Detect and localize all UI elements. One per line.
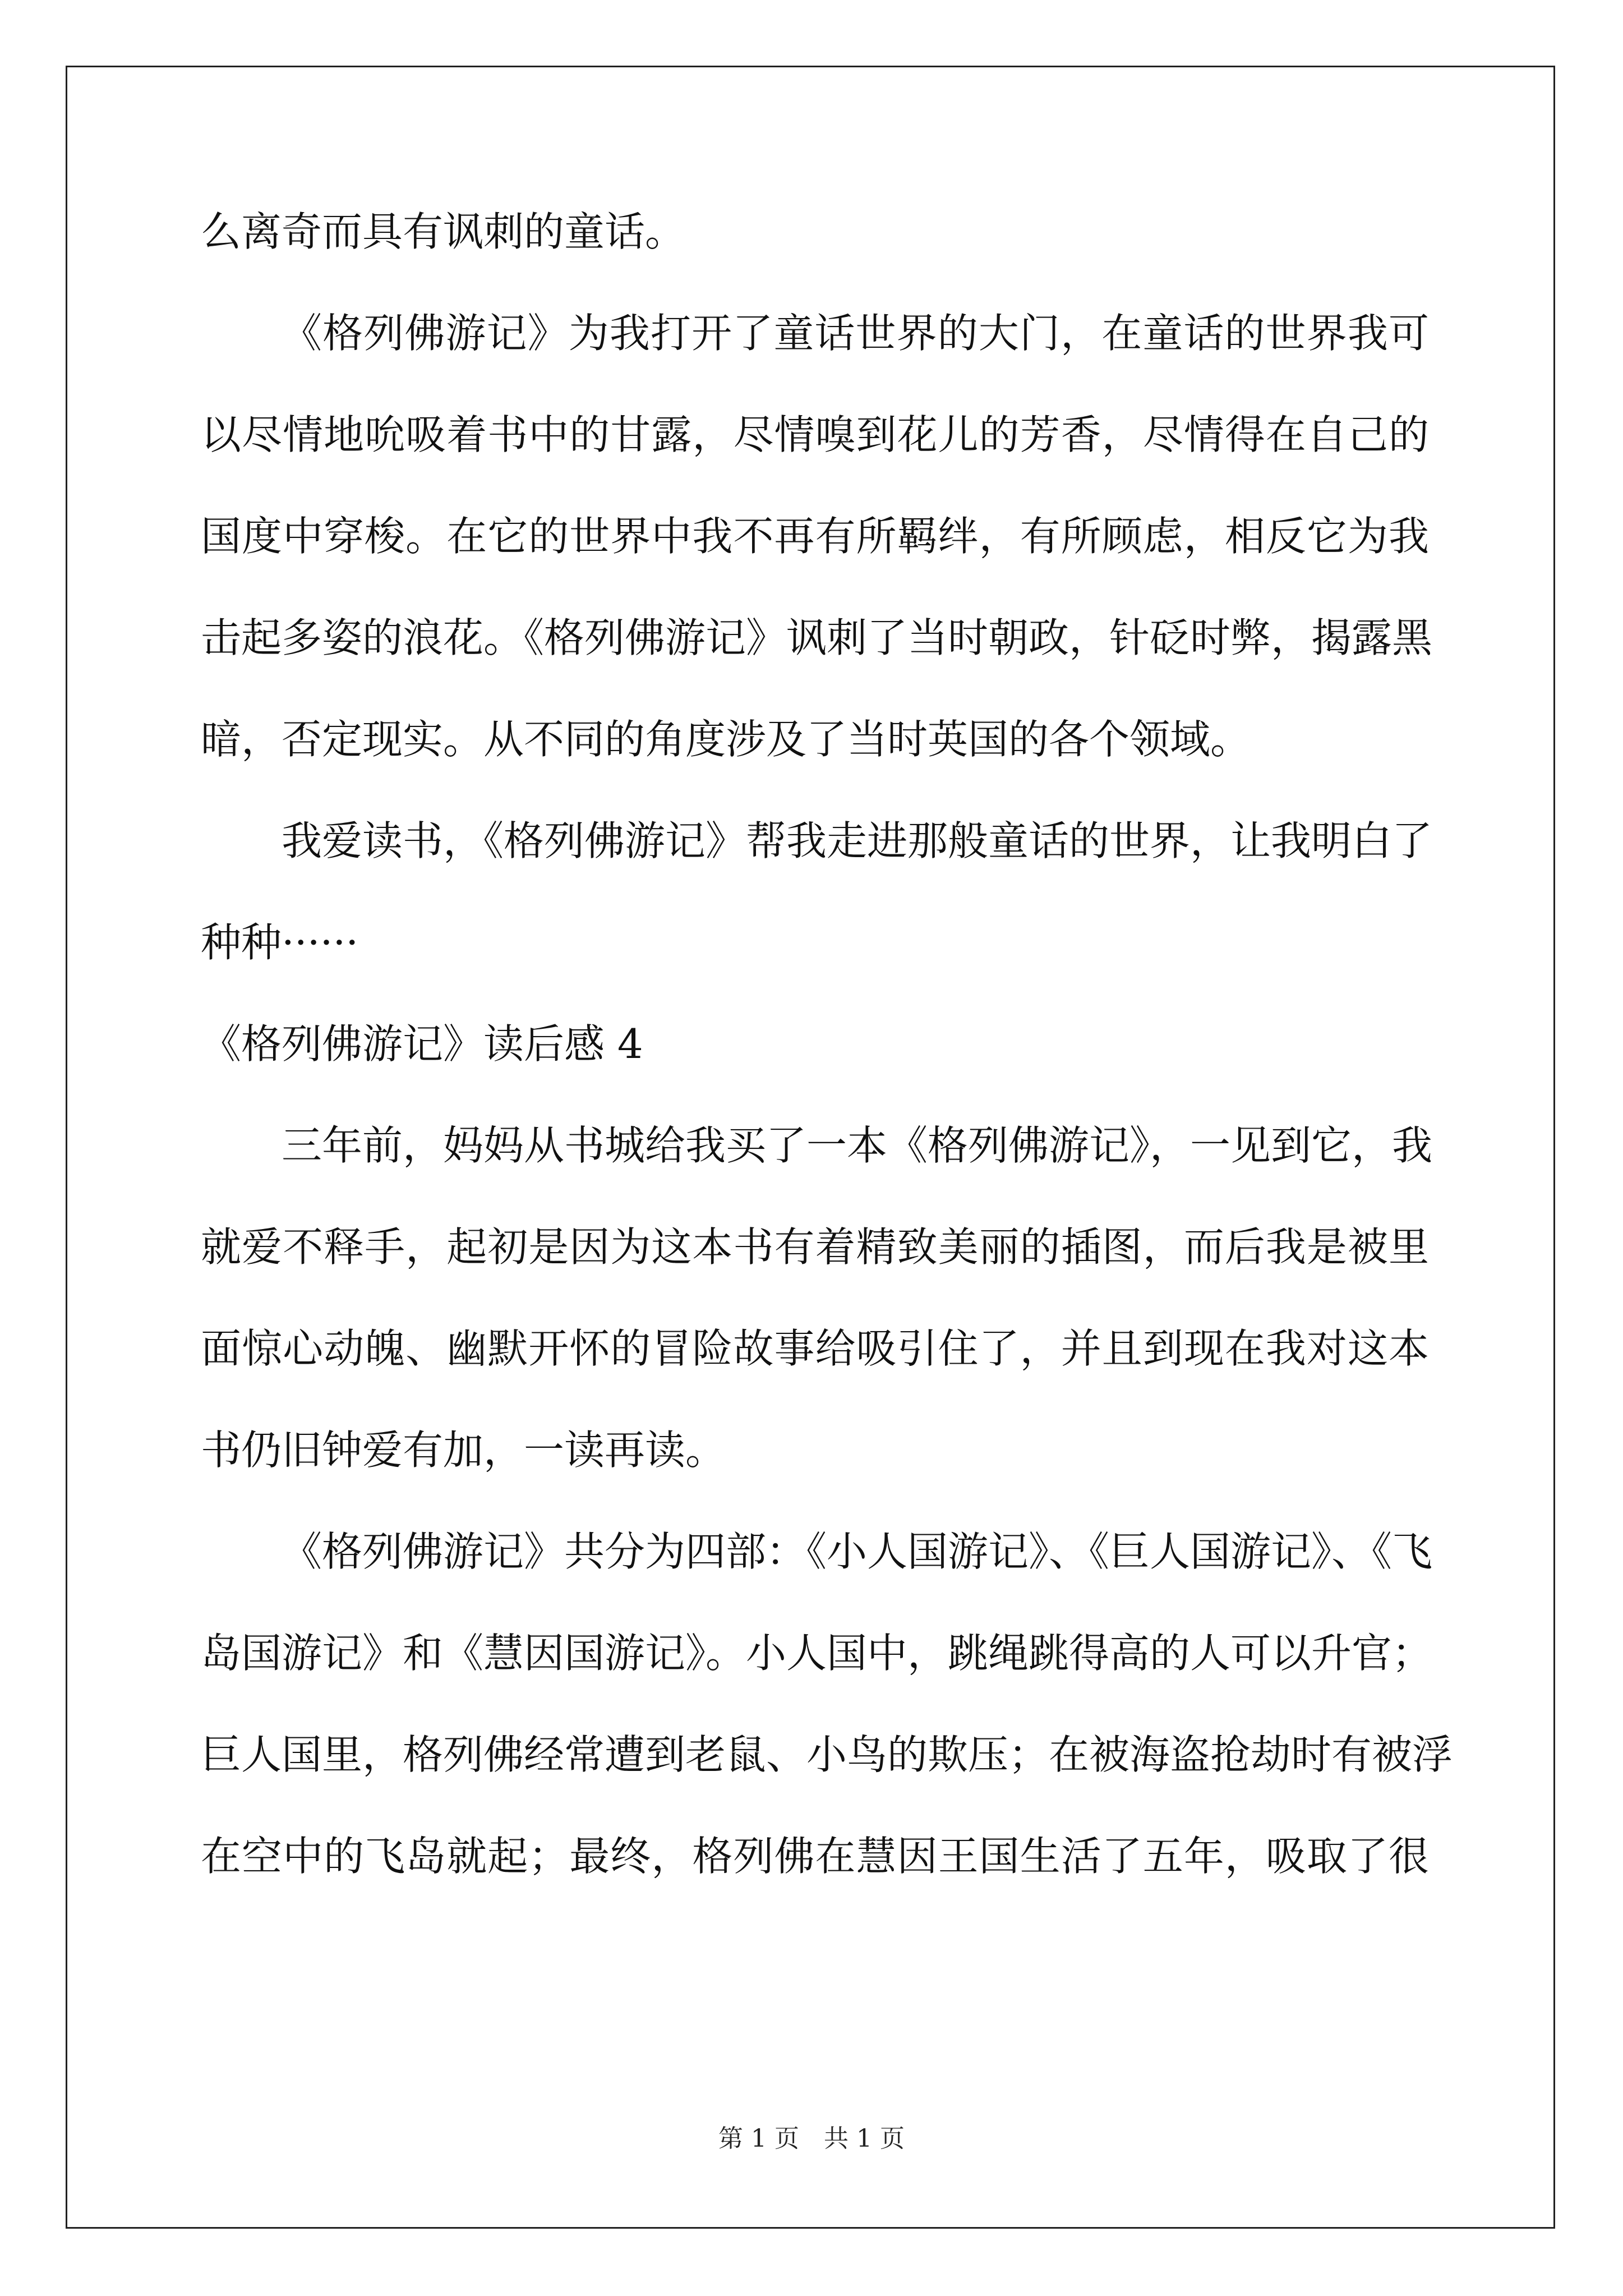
page-footer: 第 1 页 共 1 页 (718, 2124, 905, 2153)
text-line: 在空中的飞岛就起；最终，格列佛在慧因王国生活了五年，吸取了很 (201, 1833, 1429, 1880)
text-line: 国度中穿梭。在它的世界中我不再有所羁绊，有所顾虑，相反它为我 (201, 513, 1429, 560)
text-line: 岛国游记》和《慧因国游记》。小人国中，跳绳跳得高的人可以升官； (201, 1630, 1433, 1677)
text-line: 就爱不释手，起初是因为这本书有着精致美丽的插图，而后我是被里 (201, 1223, 1429, 1271)
text-line: 我爱读书，《格列佛游记》帮我走进那般童话的世界，让我明白了 (282, 817, 1433, 864)
section-heading: 《格列佛游记》读后感 4 (201, 1020, 643, 1068)
text-line: 种种······ (201, 919, 359, 966)
text-line: 面惊心动魄、幽默开怀的冒险故事给吸引住了，并且到现在我对这本 (201, 1325, 1429, 1372)
text-line: 三年前，妈妈从书城给我买了一本《格列佛游记》，一见到它，我 (282, 1122, 1433, 1169)
text-line: 《格列佛游记》为我打开了童话世界的大门，在童话的世界我可 (282, 310, 1429, 357)
text-line: 暗，否定现实。从不同的角度涉及了当时英国的各个领域。 (201, 716, 1251, 763)
text-line: 巨人国里，格列佛经常遭到老鼠、小鸟的欺压；在被海盗抢劫时有被浮 (201, 1731, 1453, 1778)
text-line: 以尽情地吮吸着书中的甘露，尽情嗅到花儿的芳香，尽情得在自己的 (201, 411, 1429, 458)
text-line: 《格列佛游记》共分为四部：《小人国游记》、《巨人国游记》、《飞 (282, 1528, 1433, 1575)
text-line: 么离奇而具有讽刺的童话。 (201, 208, 686, 255)
text-line: 书仍旧钟爱有加，一读再读。 (201, 1427, 726, 1474)
text-line: 击起多姿的浪花。《格列佛游记》讽刺了当时朝政，针砭时弊，揭露黑 (201, 614, 1433, 661)
